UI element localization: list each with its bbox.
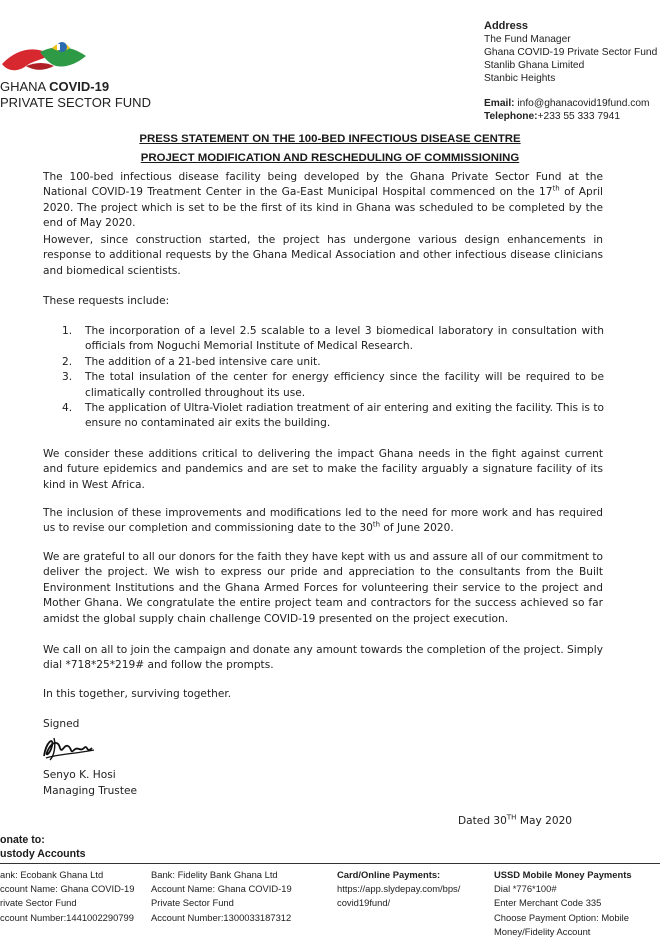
list-item	[62, 324, 604, 355]
list-number: 2.	[62, 355, 73, 368]
list-number: 4.	[62, 402, 73, 415]
footer-line: Private Sector Fund	[151, 897, 234, 909]
address-block	[484, 20, 657, 85]
paragraph-text: The 100-bed infectious disease facility being developed by the Ghana Private Sector Fund at the National COVID-19 Treatment Center in the Ga-East Municipal Hospital commenced on the 17	[43, 171, 603, 199]
paragraph-text: These requests include:	[43, 295, 170, 307]
paragraph-text: We are grateful to all our donors for the faith they have kept with us and assure all of our commitment to deliver the project. We wish to express our pride and appreciation to the consultants from the Built Environment Institutions and the Ghana Armed Forces for volunteering their service to the project and Mother Ghana. We congratulate the entire project team and contractors for the success achieved so far amidst the global supply chain challenge COVID-19 presented on the project execution.	[43, 551, 603, 625]
dated-text: May 2020	[516, 815, 573, 827]
footer-heading: USSD Mobile Money Payments	[494, 869, 632, 880]
logo-wordmark	[0, 79, 151, 111]
telephone-label: Telephone:	[484, 111, 538, 122]
list-number: 3.	[62, 371, 73, 384]
footer-heading: Card/Online Payments:	[337, 869, 441, 880]
requests-list	[62, 324, 604, 432]
address-line: The Fund Manager	[484, 34, 571, 45]
paragraph-text: of June 2020.	[380, 522, 454, 535]
paragraph-intro	[43, 170, 603, 232]
payment-link[interactable]: https://app.slydepay.com/bps/	[337, 883, 461, 895]
footer-fidelity-account	[151, 868, 292, 925]
list-item	[62, 401, 604, 432]
paragraph-text: The inclusion of these improvements and modifications led to the need for more work and has required us to revise our completion and commissioning date to the 30	[43, 507, 603, 535]
address-line: Stanlib Ghana Limited	[484, 60, 585, 71]
email-link[interactable]: info@ghanacovid19fund.com	[517, 98, 650, 109]
footer-line: Money/Fidelity Account	[494, 925, 591, 937]
paragraph-text: of April 2020. The project which is set to be the first of its kind in Ghana was scheduled to be completed by the end of May 2020.	[43, 186, 603, 230]
footer-line: rivate Sector Fund	[0, 897, 77, 909]
list-item-text: The incorporation of a level 2.5 scalable to a level 3 biomedical laboratory in consultation with officials from Noguchi Memorial Institute of Medical Research.	[85, 325, 604, 353]
press-title-line1: PRESS STATEMENT ON THE 100-BED INFECTIOUS DISEASE CENTRE	[139, 133, 521, 145]
list-item	[62, 355, 604, 370]
logo-text-fund: PRIVATE SECTOR FUND	[0, 95, 151, 110]
signature-scribble-icon	[40, 732, 100, 764]
list-item-text: The application of Ultra-Violet radiation treatment of air entering and exiting the facility. This is to ensure no contaminated air exits the building.	[85, 402, 604, 430]
paragraph-text: However, since construction started, the project has undergone various design enhancements in response to additional requests by the Ghana Medical Association and other infectious disease clinicians and biomedical scientists.	[43, 234, 603, 277]
footer-line: Bank: Fidelity Bank Ghana Ltd	[151, 869, 278, 880]
list-item-text: The total insulation of the center for energy efficiency since the facility will be required to be climatically controlled throughout its use.	[85, 371, 604, 399]
logo-text-covid: COVID-19	[49, 79, 110, 94]
paragraph-closing	[43, 687, 603, 702]
footer-ecobank-account	[0, 868, 134, 925]
superscript: th	[372, 520, 381, 529]
contact-block	[484, 97, 650, 123]
handwritten-signature	[40, 732, 100, 764]
paragraph-call-to-action	[43, 643, 603, 674]
donate-heading	[0, 833, 86, 861]
paragraph-text: In this together, surviving together.	[43, 688, 232, 700]
dated-text: Dated 30	[458, 815, 507, 827]
footer-divider	[0, 863, 660, 864]
donate-heading-line: onate to:	[0, 834, 45, 846]
signatory-name: Senyo K. Hosi	[43, 769, 116, 781]
paragraph-text: We call on all to join the campaign and donate any amount towards the completion of the project. Simply dial *718*25*219# and follow the prompts.	[43, 644, 603, 672]
paragraph-design	[43, 233, 603, 279]
address-line: Stanbic Heights	[484, 73, 556, 84]
superscript: th	[552, 184, 560, 193]
press-title-line2: PROJECT MODIFICATION AND RESCHEDULING OF COMMISSIONING	[140, 152, 520, 164]
footer-line: Dial *776*100#	[494, 883, 557, 895]
footer-line: Enter Merchant Code 335	[494, 897, 602, 909]
address-line: Ghana COVID-19 Private Sector Fund	[484, 47, 658, 58]
list-item	[62, 370, 604, 401]
payment-link[interactable]: covid19fund/	[337, 897, 391, 909]
footer-line: Choose Payment Option: Mobile	[494, 911, 629, 923]
paragraph-gratitude	[43, 550, 603, 627]
paragraph-impact	[43, 447, 603, 493]
address-heading: Address	[484, 20, 529, 32]
footer-line: Account Number:1300033187312	[151, 911, 292, 923]
footer-ussd-payments	[494, 868, 632, 939]
donate-heading-line: ustody Accounts	[0, 848, 86, 860]
footer-line: ank: Ecobank Ghana Ltd	[0, 869, 104, 880]
footer-online-payments	[337, 868, 460, 911]
logo-text-prefix: GHANA	[0, 79, 50, 94]
paragraph-text: We consider these additions critical to delivering the impact Ghana needs in the fight against current and future epidemics and pandemics and are set to make the facility arguably a signature facility of its kind in West Africa.	[43, 448, 603, 491]
dated-line	[458, 815, 572, 827]
paragraph-requests	[43, 294, 603, 309]
list-item-text: The addition of a 21-bed intensive care unit.	[85, 355, 321, 368]
list-number: 1.	[62, 325, 73, 337]
superscript: TH	[506, 813, 517, 822]
footer-line: ccount Name: Ghana COVID-19	[0, 883, 135, 895]
telephone-value: +233 55 333 7941	[537, 111, 621, 122]
signed-label: Signed	[43, 718, 80, 730]
footer-line: ccount Number:1441002290799	[0, 911, 134, 923]
paragraph-revised-date	[43, 506, 603, 537]
signatory-role: Managing Trustee	[43, 785, 138, 797]
footer-line: Account Name: Ghana COVID-19	[151, 883, 292, 895]
email-label: Email:	[484, 98, 515, 109]
